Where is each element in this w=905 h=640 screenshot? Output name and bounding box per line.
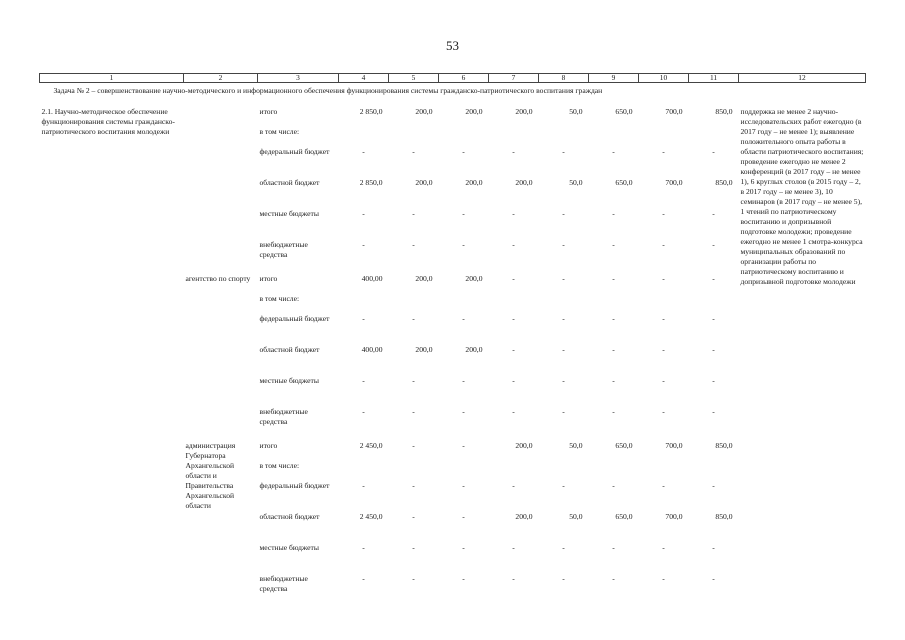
amount-cell: -	[612, 314, 615, 323]
amount-cell: -	[462, 481, 465, 490]
amount-cell: -	[712, 407, 715, 416]
funding-source: федеральный бюджет	[259, 147, 330, 156]
amount-cell: -	[412, 543, 415, 552]
funding-source: областной бюджет	[259, 512, 320, 521]
column-header: 12	[739, 74, 866, 83]
financing-rows	[40, 104, 866, 605]
amount-cell: 700,0	[665, 512, 683, 521]
amount-cell: 850,0	[715, 441, 733, 450]
amount-cell: -	[462, 376, 465, 385]
financing-table	[39, 73, 866, 605]
amount-cell: -	[362, 209, 365, 218]
executor-name: администрация Губернатора Архангельской области и Правительства Архангельской области	[185, 441, 236, 510]
amount-cell: -	[712, 314, 715, 323]
funding-source: областной бюджет	[259, 345, 320, 354]
amount-cell: 850,0	[715, 512, 733, 521]
amount-cell: -	[512, 274, 515, 283]
amount-cell: -	[662, 407, 665, 416]
amount-cell: 400,00	[361, 274, 383, 283]
amount-cell: 200,0	[515, 178, 533, 187]
amount-cell: -	[412, 209, 415, 218]
amount-cell: -	[562, 376, 565, 385]
column-number-row	[40, 74, 866, 83]
amount-cell: -	[562, 314, 565, 323]
amount-cell: 50,0	[569, 107, 583, 116]
amount-cell: 650,0	[615, 512, 633, 521]
amount-cell: -	[712, 543, 715, 552]
amount-cell: 700,0	[665, 441, 683, 450]
column-header: 7	[489, 74, 539, 83]
amount-cell: 200,0	[515, 441, 533, 450]
amount-cell: 200,0	[415, 107, 433, 116]
amount-cell	[489, 127, 539, 147]
amount-cell	[439, 461, 489, 481]
amount-cell	[339, 294, 389, 314]
amount-cell: -	[712, 345, 715, 354]
amount-cell: -	[662, 209, 665, 218]
amount-cell: -	[362, 147, 365, 156]
amount-cell: -	[412, 512, 415, 521]
amount-cell: -	[712, 574, 715, 583]
amount-cell: -	[662, 240, 665, 249]
amount-cell: -	[462, 574, 465, 583]
amount-cell: 200,0	[415, 274, 433, 283]
amount-cell: -	[612, 147, 615, 156]
amount-cell: -	[712, 376, 715, 385]
funding-source: федеральный бюджет	[259, 481, 330, 490]
funding-source: внебюджетные средства	[259, 240, 308, 259]
amount-cell: -	[512, 481, 515, 490]
program-table-sheet	[39, 73, 865, 605]
amount-cell: -	[562, 209, 565, 218]
amount-cell: -	[362, 481, 365, 490]
amount-cell: 850,0	[715, 107, 733, 116]
amount-cell	[639, 127, 689, 147]
amount-cell: 200,0	[465, 274, 483, 283]
amount-cell	[539, 461, 589, 481]
amount-cell	[539, 294, 589, 314]
amount-cell: 50,0	[569, 441, 583, 450]
amount-cell: -	[412, 574, 415, 583]
amount-cell: -	[362, 376, 365, 385]
amount-cell: -	[412, 441, 415, 450]
amount-cell	[439, 127, 489, 147]
amount-cell: -	[562, 543, 565, 552]
amount-cell: -	[612, 376, 615, 385]
amount-cell: 650,0	[615, 178, 633, 187]
amount-cell: 2 450,0	[359, 441, 383, 450]
amount-cell: 400,00	[361, 345, 383, 354]
amount-cell: 2 850,0	[359, 178, 383, 187]
funding-source: местные бюджеты	[259, 376, 319, 385]
amount-cell: -	[512, 147, 515, 156]
amount-cell: -	[512, 240, 515, 249]
funding-source: внебюджетные средства	[259, 407, 308, 426]
amount-cell: -	[412, 376, 415, 385]
amount-cell: -	[462, 512, 465, 521]
amount-cell	[589, 461, 639, 481]
column-header: 10	[639, 74, 689, 83]
amount-cell: -	[562, 574, 565, 583]
executor-name: агентство по спорту	[185, 274, 251, 283]
funding-source: местные бюджеты	[259, 543, 319, 552]
amount-cell: -	[362, 543, 365, 552]
column-header: 5	[389, 74, 439, 83]
column-header: 11	[689, 74, 739, 83]
amount-cell	[339, 127, 389, 147]
amount-cell: 200,0	[465, 107, 483, 116]
expected-results: поддержка не менее 2 научно-исследовательских работ ежегодно (в 2017 году – не менее 1); выявление положительного опыта работы в области патриотического воспитания; проведение ежегодно не менее 2 конференций (в 2017 году – не менее 1), 6 круглых столов (в 2015 году – 2, в 2017 году – не менее 3), 10 семинаров (в 2017 году – не менее 5), 1 чтений по патриотическому воспитанию и допризывной подготовке молодежи; проведение ежегодно не менее 1 смотра-конкурса муниципальных образований по организации работы по патриотическому воспитанию и допризывной подготовке молодежи	[740, 107, 864, 286]
table-row	[40, 104, 866, 127]
funding-source: в том числе:	[259, 127, 300, 136]
amount-cell	[589, 127, 639, 147]
amount-cell: 200,0	[465, 178, 483, 187]
amount-cell: -	[612, 543, 615, 552]
amount-cell: 2 850,0	[359, 107, 383, 116]
funding-source: в том числе:	[259, 294, 300, 303]
amount-cell: 2 450,0	[359, 512, 383, 521]
amount-cell: -	[462, 314, 465, 323]
amount-cell: -	[512, 407, 515, 416]
amount-cell: 700,0	[665, 178, 683, 187]
amount-cell	[489, 294, 539, 314]
amount-cell: -	[662, 481, 665, 490]
amount-cell: -	[512, 209, 515, 218]
column-header: 8	[539, 74, 589, 83]
amount-cell: -	[662, 574, 665, 583]
amount-cell	[489, 461, 539, 481]
task-title: Задача № 2 – совершенствование научно-методического и информационного обеспечения функционирования системы гражданско-патриотического воспитания граждан	[53, 86, 603, 95]
amount-cell: 650,0	[615, 441, 633, 450]
amount-cell: -	[512, 345, 515, 354]
amount-cell: 200,0	[415, 345, 433, 354]
funding-source: федеральный бюджет	[259, 314, 330, 323]
amount-cell: -	[462, 407, 465, 416]
activity-name: 2.1. Научно-методическое обеспечение функционирования системы гражданско-патриотического воспитания молодежи	[41, 107, 175, 136]
amount-cell: -	[712, 240, 715, 249]
amount-cell: -	[662, 543, 665, 552]
amount-cell: -	[562, 274, 565, 283]
amount-cell: 200,0	[465, 345, 483, 354]
amount-cell: -	[462, 240, 465, 249]
amount-cell: -	[462, 441, 465, 450]
amount-cell: -	[712, 147, 715, 156]
amount-cell: -	[362, 574, 365, 583]
amount-cell: -	[412, 481, 415, 490]
amount-cell: -	[612, 345, 615, 354]
funding-source: итого	[259, 441, 278, 450]
amount-cell: 50,0	[569, 178, 583, 187]
amount-cell	[389, 461, 439, 481]
amount-cell: 50,0	[569, 512, 583, 521]
column-header: 4	[339, 74, 389, 83]
amount-cell: -	[712, 274, 715, 283]
amount-cell	[689, 127, 739, 147]
amount-cell: -	[662, 274, 665, 283]
amount-cell: -	[512, 543, 515, 552]
amount-cell	[389, 127, 439, 147]
funding-source: итого	[259, 274, 278, 283]
executor-name	[184, 104, 258, 271]
funding-source: местные бюджеты	[259, 209, 319, 218]
amount-cell: -	[612, 274, 615, 283]
amount-cell: -	[612, 407, 615, 416]
amount-cell: -	[562, 147, 565, 156]
column-header: 1	[40, 74, 184, 83]
amount-cell	[539, 127, 589, 147]
amount-cell: 200,0	[415, 178, 433, 187]
amount-cell: -	[662, 345, 665, 354]
amount-cell: -	[612, 240, 615, 249]
amount-cell: -	[412, 240, 415, 249]
funding-source: итого	[259, 107, 278, 116]
amount-cell	[689, 294, 739, 314]
amount-cell: 200,0	[515, 107, 533, 116]
amount-cell: 700,0	[665, 107, 683, 116]
amount-cell: -	[462, 543, 465, 552]
amount-cell: -	[412, 314, 415, 323]
amount-cell	[589, 294, 639, 314]
funding-source: внебюджетные средства	[259, 574, 308, 593]
funding-source: областной бюджет	[259, 178, 320, 187]
amount-cell: -	[562, 345, 565, 354]
amount-cell: -	[612, 574, 615, 583]
amount-cell: 200,0	[515, 512, 533, 521]
amount-cell: -	[362, 314, 365, 323]
amount-cell: -	[462, 147, 465, 156]
amount-cell: -	[512, 574, 515, 583]
amount-cell	[639, 294, 689, 314]
amount-cell: -	[462, 209, 465, 218]
amount-cell: -	[612, 481, 615, 490]
column-header: 3	[258, 74, 339, 83]
column-header: 6	[439, 74, 489, 83]
column-header: 9	[589, 74, 639, 83]
amount-cell: -	[512, 314, 515, 323]
page-number: 53	[446, 38, 459, 53]
amount-cell: -	[562, 240, 565, 249]
amount-cell: -	[362, 240, 365, 249]
amount-cell: -	[712, 209, 715, 218]
amount-cell	[689, 461, 739, 481]
amount-cell	[639, 461, 689, 481]
amount-cell: -	[712, 481, 715, 490]
amount-cell: -	[512, 376, 515, 385]
amount-cell	[339, 461, 389, 481]
amount-cell: 650,0	[615, 107, 633, 116]
amount-cell: -	[662, 314, 665, 323]
amount-cell: -	[562, 407, 565, 416]
amount-cell: 850,0	[715, 178, 733, 187]
amount-cell	[389, 294, 439, 314]
amount-cell: -	[662, 376, 665, 385]
amount-cell: -	[662, 147, 665, 156]
column-header: 2	[184, 74, 258, 83]
amount-cell: -	[612, 209, 615, 218]
amount-cell: -	[412, 147, 415, 156]
funding-source: в том числе:	[259, 461, 300, 470]
amount-cell: -	[362, 407, 365, 416]
amount-cell: -	[562, 481, 565, 490]
amount-cell: -	[412, 407, 415, 416]
amount-cell	[439, 294, 489, 314]
